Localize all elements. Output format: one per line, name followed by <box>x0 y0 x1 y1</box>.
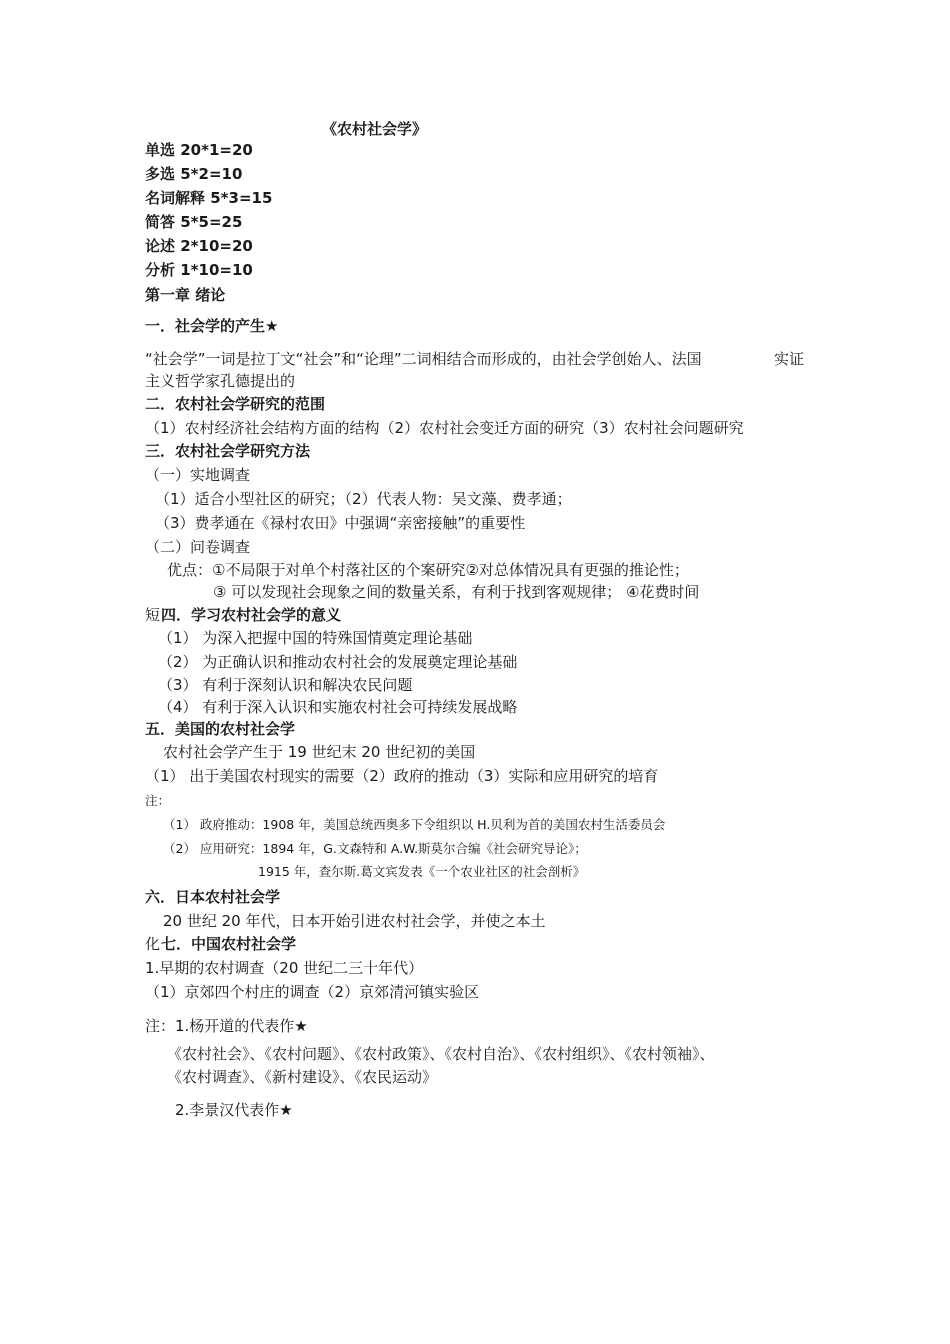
chapter-heading: 第一章 绪论 <box>145 286 226 304</box>
note-item: 注：1.杨开道的代表作★ <box>145 1017 308 1035</box>
scoring-line: 多选 5*2=10 <box>145 165 243 183</box>
margin-note: 化 <box>145 935 161 953</box>
scoring-line: 分析 1*10=10 <box>145 261 253 279</box>
paragraph: 农村社会学产生于 19 世纪末 20 世纪初的美国 <box>163 743 476 761</box>
list-item: （1）适合小型社区的研究；（2）代表人物：吴文藻、费孝通； <box>155 490 572 508</box>
subheading: （二）问卷调查 <box>145 538 251 556</box>
scoring-line: 名词解释 5*3=15 <box>145 189 273 207</box>
paragraph: “社会学”一词是拉丁文“社会”和“论理”二词相结合而形成的，由社会学创始人、法国 <box>145 350 702 368</box>
subheading: （一）实地调查 <box>145 466 251 484</box>
list-item: （1） 为深入把握中国的特殊国情奠定理论基础 <box>158 629 473 647</box>
list-item: （4） 有利于深入认识和实施农村社会可持续发展战略 <box>158 698 518 716</box>
note-label: 注： <box>145 793 171 808</box>
paragraph: 1.早期的农村调查（20 世纪二三十年代） <box>145 959 424 977</box>
section-heading: 五．美国的农村社会学 <box>145 720 296 738</box>
list-item: ③ 可以发现社会现象之间的数量关系，有利于找到客观规律； ④花费时间 <box>213 583 700 601</box>
note-item: （2） 应用研究：1894 年，G.文森特和 A.W.斯莫尔合编《社会研究导论》； <box>163 841 587 856</box>
paragraph: 实证 <box>774 350 805 368</box>
section-heading: 二．农村社会学研究的范围 <box>145 395 326 413</box>
margin-note: 短 <box>145 606 161 624</box>
section-heading: 七．中国农村社会学 <box>161 935 297 953</box>
section-heading: 一．社会学的产生★ <box>145 317 279 335</box>
document-title: 《农村社会学》 <box>322 120 428 138</box>
section-heading: 六．日本农村社会学 <box>145 888 281 906</box>
note-item: 2.李景汉代表作★ <box>175 1101 293 1119</box>
scoring-line: 论述 2*10=20 <box>145 237 253 255</box>
works-list: 《农村调查》、《新村建设》、《农民运动》 <box>167 1068 438 1086</box>
section-heading: 三．农村社会学研究方法 <box>145 442 311 460</box>
paragraph: （1） 出于美国农村现实的需要（2）政府的推动（3）实际和应用研究的培育 <box>145 767 659 785</box>
list-item: （2） 为正确认识和推动农村社会的发展奠定理论基础 <box>158 653 518 671</box>
note-item: 1915 年，查尔斯.葛文宾发表《一个农业社区的社会剖析》 <box>258 864 586 879</box>
list-item: （3）费孝通在《禄村农田》中强调“亲密接触”的重要性 <box>155 514 526 532</box>
paragraph: （1）农村经济社会结构方面的结构（2）农村社会变迁方面的研究（3）农村社会问题研究 <box>145 419 744 437</box>
works-list: 《农村社会》、《农村问题》、《农村政策》、《农村自治》、《农村组织》、《农村领袖》、 <box>167 1045 715 1063</box>
scoring-line: 简答 5*5=25 <box>145 213 243 231</box>
note-item: （1） 政府推动：1908 年，美国总统西奥多下令组织以 H.贝利为首的美国农村生活委员会 <box>163 817 666 832</box>
list-item: （3） 有利于深刻认识和解决农民问题 <box>158 676 413 694</box>
list-item: 优点：①不局限于对单个村落社区的个案研究②对总体情况具有更强的推论性； <box>167 561 689 579</box>
section-heading: 四．学习农村社会学的意义 <box>161 606 342 624</box>
paragraph: 主义哲学家孔德提出的 <box>145 372 296 390</box>
paragraph: 20 世纪 20 年代，日本开始引进农村社会学，并使之本土 <box>163 912 546 930</box>
paragraph: （1）京郊四个村庄的调查（2）京郊清河镇实验区 <box>145 983 480 1001</box>
scoring-line: 单选 20*1=20 <box>145 141 253 159</box>
